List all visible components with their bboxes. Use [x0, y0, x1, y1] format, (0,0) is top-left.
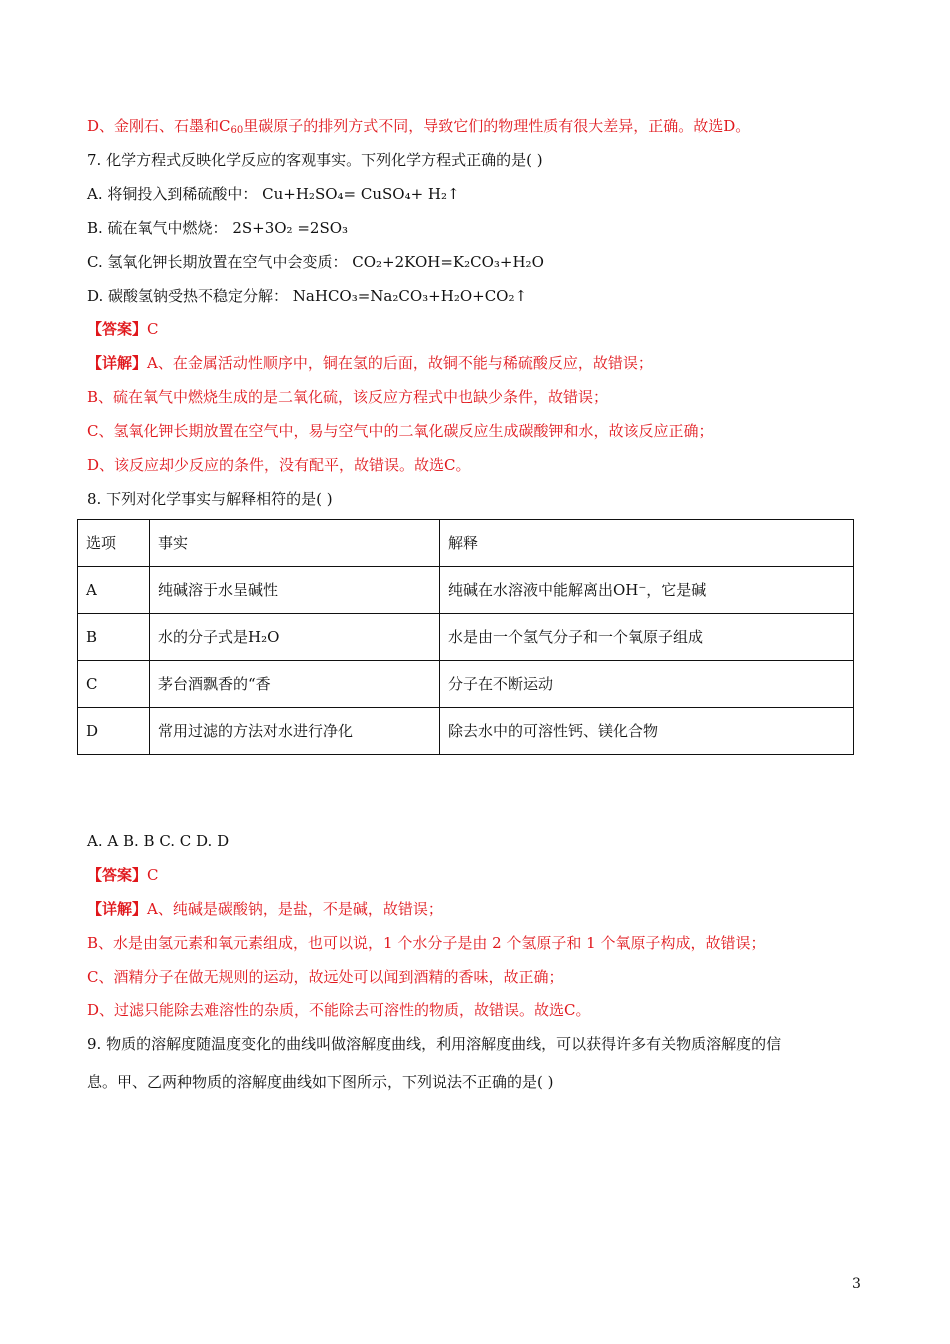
header-fact: 事实 [150, 520, 440, 567]
q8-detail-d: D、过滤只能除去难溶性的杂质，不能除去可溶性的物质，故错误。故选C。 [87, 1001, 591, 1019]
q8-table [77, 519, 854, 755]
row-d-fact: 常用过滤的方法对水进行净化 [150, 708, 440, 755]
prev-explanation-d: D、金刚石、石墨和$C_{60}$里碳原子的排列方式不同，导致它们的物理性质有很大差异，正确。故选D。 [87, 117, 751, 136]
q9-stem-line2: 息。甲、乙两种物质的溶解度曲线如下图所示，下列说法不正确的是( ) [87, 1073, 554, 1091]
row-b-explanation: 水是由一个氢气分子和一个氧原子组成 [440, 614, 854, 661]
q8-detail-b: B、水是由氢元素和氧元素组成，也可以说，1 个水分子是由 2 个氢原子和 1 个氧原子构成，故错误； [87, 934, 766, 952]
row-b-fact: 水的分子式是H₂O [150, 614, 440, 661]
q8-detail-a: 【详解】A、纯碱是碳酸钠，是盐，不是碱，故错误； [87, 900, 443, 918]
row-c-option: C [78, 661, 150, 708]
q7-detail-a: 【详解】A、在金属活动性顺序中，铜在氢的后面，故铜不能与稀硫酸反应，故错误； [87, 354, 653, 372]
q7-answer: 【答案】C [87, 320, 159, 338]
q8-detail-c: C、酒精分子在做无规则的运动，故远处可以闻到酒精的香味，故正确； [87, 968, 564, 986]
header-option: 选项 [78, 520, 150, 567]
q9-stem-line1: 9. 物质的溶解度随温度变化的曲线叫做溶解度曲线，利用溶解度曲线，可以获得许多有关物质溶解度的信 [87, 1035, 782, 1053]
row-a-explanation: 纯碱在水溶液中能解离出OH⁻，它是碱 [440, 567, 854, 614]
q7-detail-b: B、硫在氧气中燃烧生成的是二氧化硫，该反应方程式中也缺少条件，故错误； [87, 388, 609, 406]
row-a-option: A [78, 567, 150, 614]
table-row [78, 567, 854, 614]
q7-option-a: A. 将铜投入到稀硫酸中： Cu+H₂SO₄= CuSO₄+ H₂↑ [87, 185, 460, 203]
row-c-fact: 茅台酒飘香的“香 [150, 661, 440, 708]
row-d-explanation: 除去水中的可溶性钙、镁化合物 [440, 708, 854, 755]
header-explanation: 解释 [440, 520, 854, 567]
table-header-row [78, 520, 854, 567]
q8-answer: 【答案】C [87, 866, 159, 884]
q7-option-d: D. 碳酸氢钠受热不稳定分解： NaHCO₃=Na₂CO₃+H₂O+CO₂↑ [87, 287, 528, 305]
q8-options: A. A B. B C. C D. D [87, 832, 230, 850]
row-d-option: D [78, 708, 150, 755]
table-row [78, 614, 854, 661]
table-row [78, 708, 854, 755]
row-c-explanation: 分子在不断运动 [440, 661, 854, 708]
q7-detail-c: C、氢氧化钾长期放置在空气中，易与空气中的二氧化碳反应生成碳酸钾和水，故该反应正确； [87, 422, 714, 440]
table-row [78, 661, 854, 708]
page-number: 3 [852, 1276, 861, 1292]
q8-stem: 8. 下列对化学事实与解释相符的是( ) [87, 490, 333, 508]
q7-option-b: B. 硫在氧气中燃烧： 2S+3O₂ =2SO₃ [87, 219, 349, 237]
q7-stem: 7. 化学方程式反映化学反应的客观事实。下列化学方程式正确的是( ) [87, 151, 543, 169]
q7-option-c: C. 氢氧化钾长期放置在空气中会变质： CO₂+2KOH=K₂CO₃+H₂O [87, 253, 544, 271]
row-a-fact: 纯碱溶于水呈碱性 [150, 567, 440, 614]
q7-detail-d: D、该反应却少反应的条件，没有配平，故错误。故选C。 [87, 456, 471, 474]
row-b-option: B [78, 614, 150, 661]
